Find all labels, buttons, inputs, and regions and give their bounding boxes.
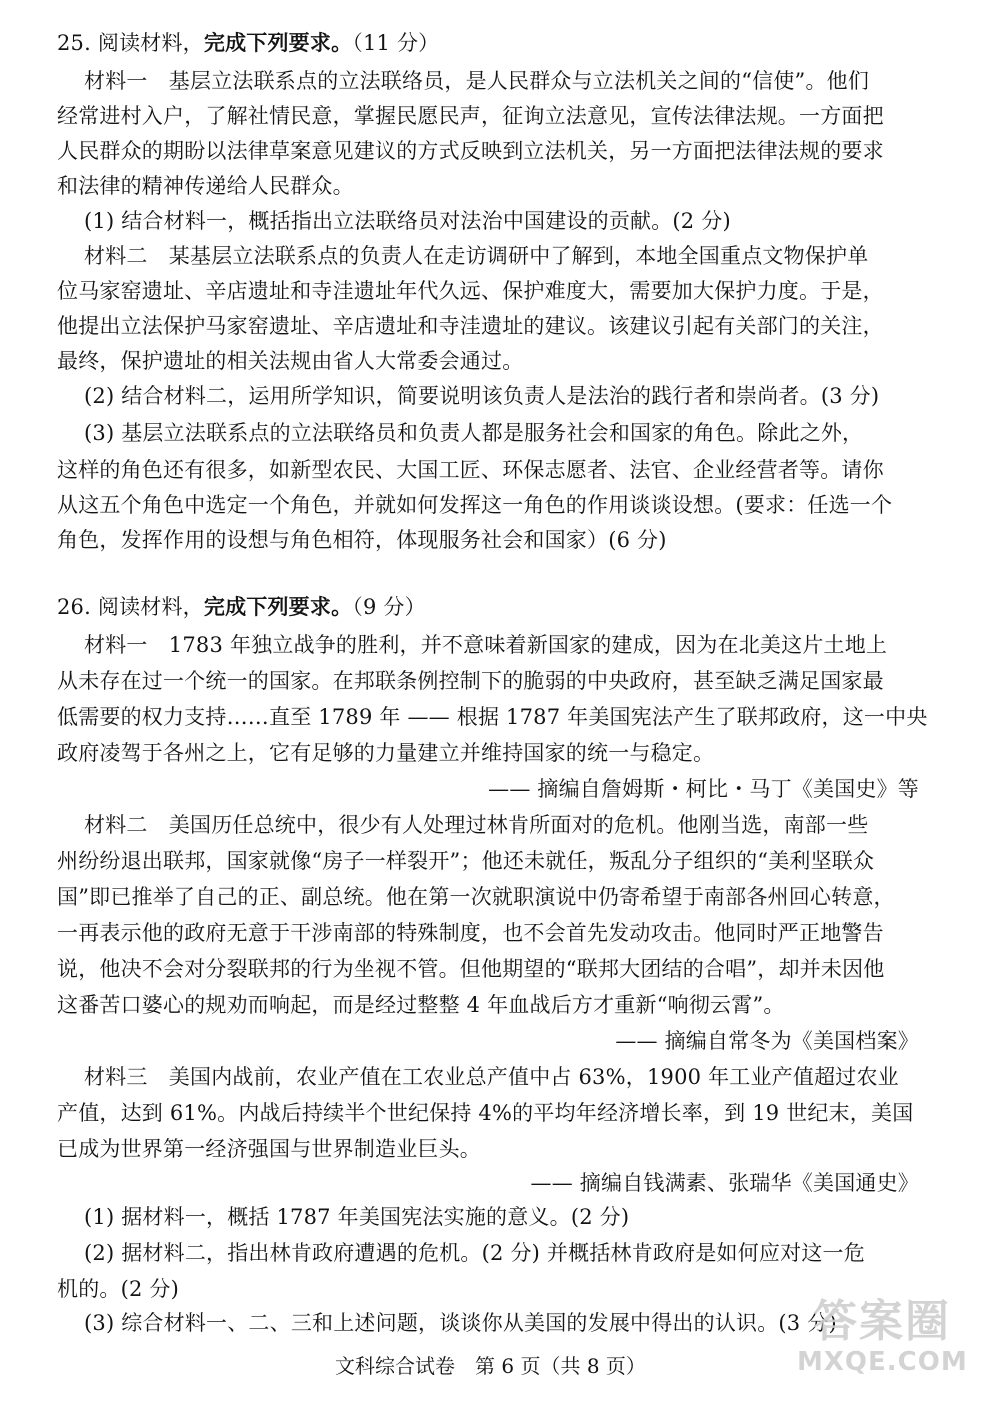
q26-material1-line: 政府凌驾于各州之上，它有足够的力量建立并维持国家的统一与稳定。 bbox=[57, 741, 715, 765]
q25-subquestion-2: (2) 结合材料二，运用所学知识，简要说明该负责人是法治的践行者和崇尚者。(3 分) bbox=[84, 384, 880, 408]
q25-heading bbox=[57, 28, 439, 58]
q25-material2-line: 最终，保护遗址的相关法规由省人大常委会通过。 bbox=[57, 349, 524, 373]
q26-subquestion-1: (1) 据材料一，概括 1787 年美国宪法实施的意义。(2 分) bbox=[84, 1205, 630, 1229]
q25-material2-line: 材料二 某基层立法联系点的负责人在走访调研中了解到，本地全国重点文物保护单 bbox=[84, 244, 869, 268]
page-footer: 文科综合试卷 第 6 页（共 8 页） bbox=[335, 1354, 646, 1378]
q25-heading-bold: 完成下列要求。 bbox=[203, 30, 353, 55]
watermark-top-text: 答案圈 bbox=[813, 1296, 951, 1347]
q26-material1-line: 低需要的权力支持……直至 1789 年 —— 根据 1787 年美国宪法产生了联邦政府，这一中央 bbox=[57, 705, 928, 729]
q25-subquestion-3-line: 从这五个角色中选定一个角色，并就如何发挥这一角色的作用谈谈设想。(要求：任选一个 bbox=[57, 493, 893, 517]
q26-material2-source: —— 摘编自常冬为《美国档案》 bbox=[615, 1029, 919, 1053]
q25-number: 25. bbox=[57, 31, 98, 55]
q25-subquestion-3-line: (3) 基层立法联系点的立法联络员和负责人都是服务社会和国家的角色。除此之外， bbox=[84, 421, 864, 445]
q26-material2-line: 这番苦口婆心的规劝而响起，而是经过整整 4 年血战后方才重新“响彻云霄”。 bbox=[57, 993, 785, 1017]
q26-material2-line: 国”即已推举了自己的正、副总统。他在第一次就职演说中仍寄希望于南部各州回心转意， bbox=[57, 885, 895, 909]
q26-number: 26. bbox=[57, 595, 98, 619]
q25-subquestion-3-line: 这样的角色还有很多，如新型农民、大国工匠、环保志愿者、法官、企业经营者等。请你 bbox=[57, 458, 884, 482]
q26-subquestion-3: (3) 综合材料一、二、三和上述问题，谈谈你从美国的发展中得出的认识。(3 分) bbox=[84, 1311, 837, 1335]
q25-material1-line: 人民群众的期盼以法律草案意见建议的方式反映到立法机关，另一方面把法律法规的要求 bbox=[57, 139, 884, 163]
q26-material2-line: 说，他决不会对分裂联邦的行为坐视不管。但他期望的“联邦大团结的合唱”，却并未因他 bbox=[57, 957, 885, 981]
q26-material2-line: 州纷纷退出联邦，国家就像“房子一样裂开”；他还未就任，叛乱分子组织的“美利坚联众 bbox=[57, 849, 875, 873]
watermark-logo bbox=[797, 1297, 967, 1387]
q26-heading-text: 阅读材料， bbox=[97, 595, 204, 619]
q25-subquestion-3-line: 角色，发挥作用的设想与角色相符，体现服务社会和国家）(6 分) bbox=[57, 528, 667, 552]
q26-heading-bold: 完成下列要求。 bbox=[203, 594, 353, 619]
q26-material3-source: —— 摘编自钱满素、张瑞华《美国通史》 bbox=[530, 1171, 919, 1195]
q26-material2-line: 一再表示他的政府无意于干涉南部的特殊制度，也不会首先发动攻击。他同时严正地警告 bbox=[57, 921, 884, 945]
q26-score: （9 分） bbox=[352, 595, 426, 619]
q26-material3-line: 已成为世界第一经济强国与世界制造业巨头。 bbox=[57, 1137, 481, 1161]
q25-material2-line: 位马家窑遗址、辛店遗址和寺洼遗址年代久远、保护难度大，需要加大保护力度。于是， bbox=[57, 279, 884, 303]
q25-material1-line: 材料一 基层立法联系点的立法联络员，是人民群众与立法机关之间的“信使”。他们 bbox=[84, 69, 870, 93]
q26-material2-line: 材料二 美国历任总统中，很少有人处理过林肯所面对的危机。他刚当选，南部一些 bbox=[84, 813, 869, 837]
q26-material1-source: —— 摘编自詹姆斯・柯比・马丁《美国史》等 bbox=[488, 777, 919, 801]
q25-material2-line: 他提出立法保护马家窑遗址、辛店遗址和寺洼遗址的建议。该建议引起有关部门的关注， bbox=[57, 314, 884, 338]
q25-score: （11 分） bbox=[352, 31, 440, 55]
q26-material1-line: 材料一 1783 年独立战争的胜利，并不意味着新国家的建成，因为在北美这片土地上 bbox=[84, 633, 888, 657]
q25-material1-line: 和法律的精神传递给人民群众。 bbox=[57, 174, 354, 198]
q25-subquestion-1: (1) 结合材料一，概括指出立法联络员对法治中国建设的贡献。(2 分) bbox=[84, 209, 731, 233]
q26-material1-line: 从未存在过一个统一的国家。在邦联条例控制下的脆弱的中央政府，甚至缺乏满足国家最 bbox=[57, 669, 884, 693]
q26-heading bbox=[57, 592, 426, 622]
q25-material1-line: 经常进村入户，了解社情民意，掌握民愿民声，征询立法意见，宣传法律法规。一方面把 bbox=[57, 104, 884, 128]
q26-material3-line: 产值，达到 61%。内战后持续半个世纪保持 4%的平均年经济增长率，到 19 世纪末，美国 bbox=[57, 1101, 914, 1125]
q25-heading-text: 阅读材料， bbox=[97, 31, 204, 55]
q26-subquestion-2-line: (2) 据材料二，指出林肯政府遭遇的危机。(2 分) 并概括林肯政府是如何应对这一危 bbox=[84, 1241, 865, 1265]
watermark-bottom-text: MXQE.COM bbox=[797, 1347, 968, 1377]
q26-subquestion-2-line: 机的。(2 分) bbox=[57, 1277, 180, 1301]
q26-material3-line: 材料三 美国内战前，农业产值在工农业总产值中占 63%，1900 年工业产值超过农业 bbox=[84, 1065, 899, 1089]
